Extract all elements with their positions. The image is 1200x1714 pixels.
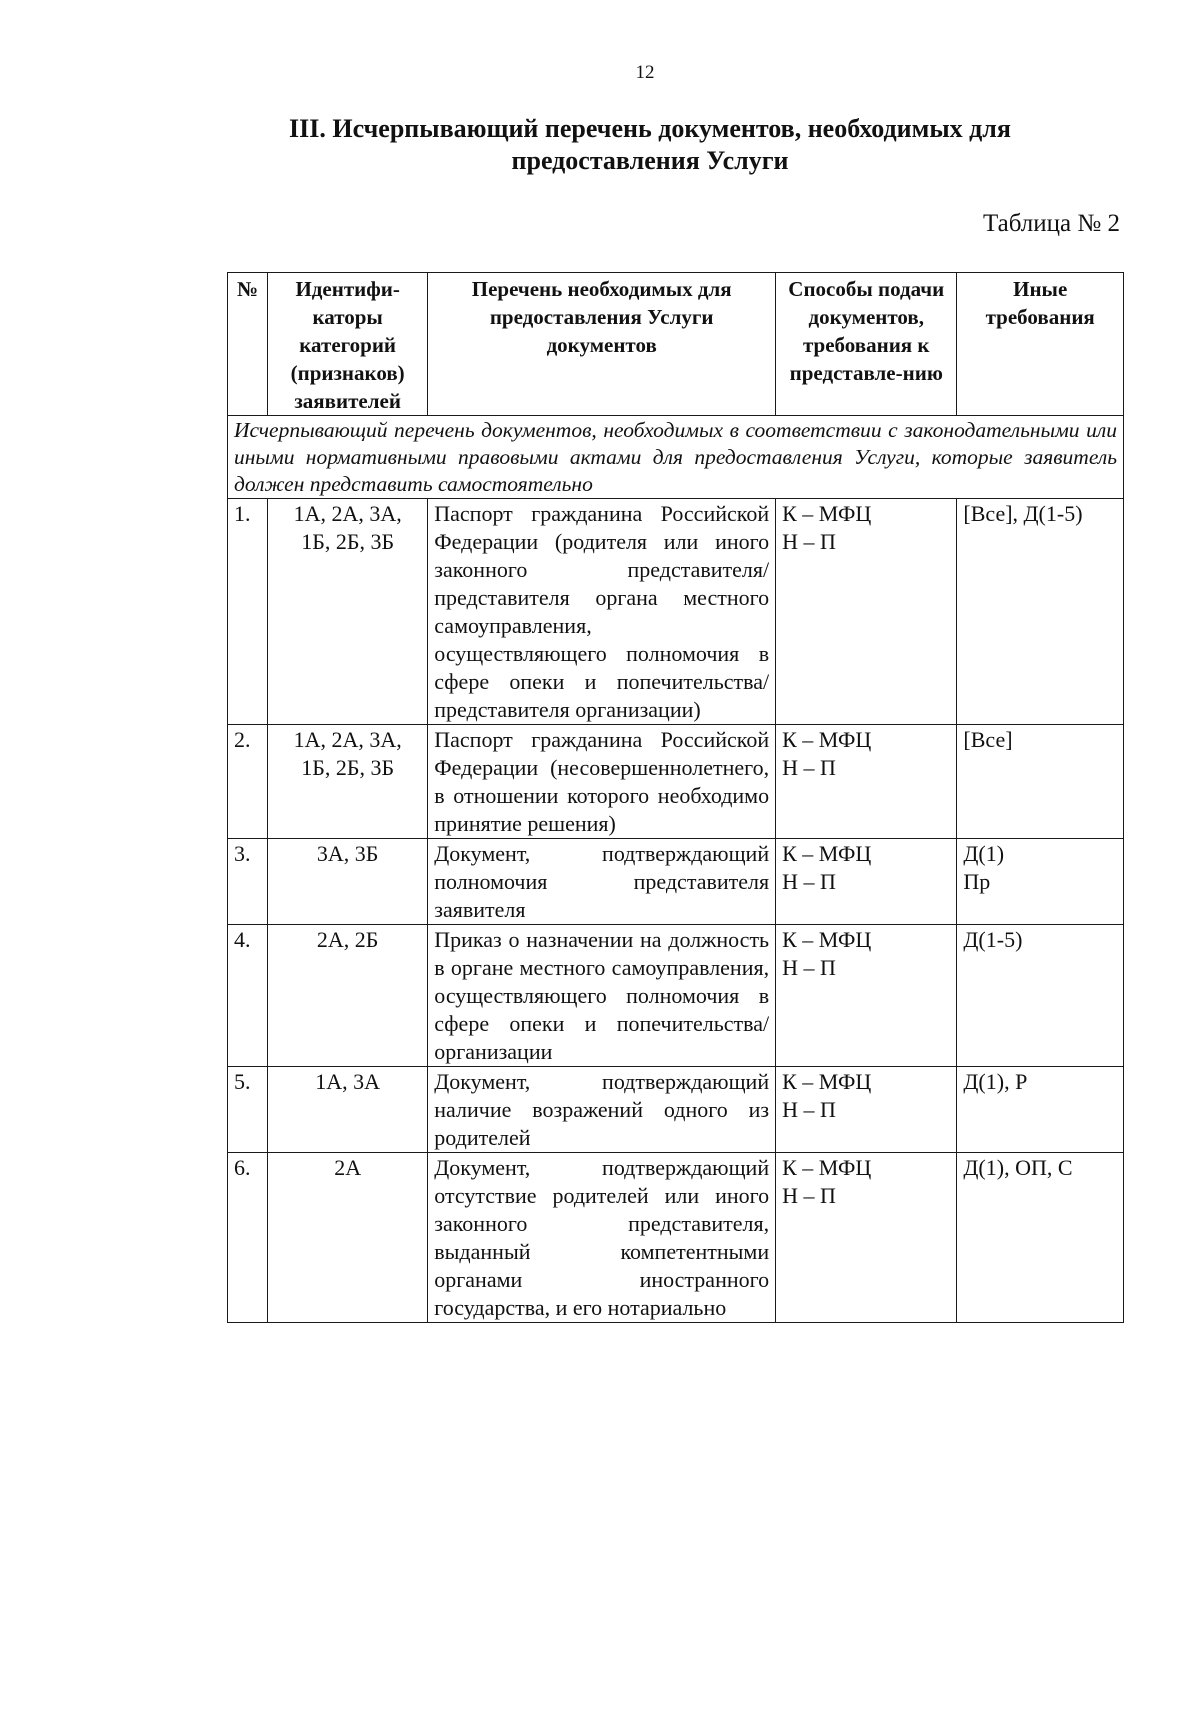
row-ways-line: К – МФЦ (782, 727, 872, 752)
row-identifiers (268, 925, 428, 1067)
row-other-line: Д(1), ОП, С (963, 1155, 1073, 1180)
row-ways-line: К – МФЦ (782, 501, 872, 526)
row-num: 2. (228, 725, 268, 839)
page-number: 12 (635, 62, 655, 83)
row-ways-line: Н – П (782, 869, 836, 894)
group-header: Исчерпывающий перечень документов, необходимых в соответствии с законодательными или иными нормативными правовыми актами для предоставления Услуги, которые заявитель должен представить самостоятельно (228, 416, 1124, 499)
row-document: Документ, подтверждающий полномочия представителя заявителя (428, 839, 776, 925)
row-document: Документ, подтверждающий наличие возражений одного из родителей (428, 1067, 776, 1153)
table-row (228, 499, 1124, 725)
header-documents: Перечень необходимых для предоставления Услуги документов (428, 273, 776, 416)
row-other-line: Д(1) (963, 841, 1005, 866)
row-document: Приказ о назначении на должность в органе местного самоуправления, осуществляющего полномочия в сфере опеки и попечительства/организации (428, 925, 776, 1067)
header-num: № (228, 273, 268, 416)
row-identifiers-line: 2А (334, 1155, 362, 1180)
row-num: 5. (228, 1067, 268, 1153)
row-other (957, 499, 1124, 725)
table-row (228, 839, 1124, 925)
row-other-line: Д(1), Р (963, 1069, 1028, 1094)
row-ways-line: К – МФЦ (782, 927, 872, 952)
row-ways (776, 499, 957, 725)
row-ways-line: Н – П (782, 955, 836, 980)
section-title-line-2: предоставления Услуги (511, 146, 789, 175)
row-identifiers-line: 1А, 2А, 3А, (293, 727, 402, 752)
section-title-line-1: III. Исчерпывающий перечень документов, необходимых для (289, 114, 1011, 143)
row-other (957, 725, 1124, 839)
table-row (228, 725, 1124, 839)
row-ways-line: К – МФЦ (782, 1155, 872, 1180)
row-identifiers-line: 3А, 3Б (316, 841, 379, 866)
header-other: Иные требования (957, 273, 1124, 416)
row-identifiers (268, 725, 428, 839)
row-other (957, 839, 1124, 925)
row-identifiers-line: 2А, 2Б (316, 927, 379, 952)
row-identifiers-line: 1А, 2А, 3А, (293, 501, 402, 526)
row-ways-line: Н – П (782, 529, 836, 554)
row-other (957, 1153, 1124, 1323)
row-document: Паспорт гражданина Российской Федерации (родителя или иного законного представителя/представителя органа местного самоуправления, осуществляющего полномочия в сфере опеки и попечительства/представителя организации) (428, 499, 776, 725)
row-ways-line: Н – П (782, 1097, 836, 1122)
row-other (957, 925, 1124, 1067)
row-other (957, 1067, 1124, 1153)
row-ways (776, 1153, 957, 1323)
row-identifiers-line: 1Б, 2Б, 3Б (301, 529, 395, 554)
row-identifiers (268, 1153, 428, 1323)
row-identifiers (268, 499, 428, 725)
row-num: 1. (228, 499, 268, 725)
row-ways-line: Н – П (782, 1183, 836, 1208)
row-ways (776, 1067, 957, 1153)
table-row (228, 925, 1124, 1067)
documents-table (227, 272, 1124, 1323)
row-document: Документ, подтверждающий отсутствие родителей или иного законного представителя, выданный компетентными органами иностранного государства, и его нотариально (428, 1153, 776, 1323)
row-ways-line: Н – П (782, 755, 836, 780)
row-other-line: Пр (963, 869, 991, 894)
row-other-line: [Все] (963, 727, 1013, 752)
row-other-line: Д(1-5) (963, 927, 1023, 952)
row-other-line: [Все], Д(1-5) (963, 501, 1083, 526)
row-ways (776, 725, 957, 839)
section-title (230, 113, 1070, 177)
row-document: Паспорт гражданина Российской Федерации (несовершеннолетнего, в отношении которого необходимо принятие решения) (428, 725, 776, 839)
table-header-row (228, 273, 1124, 416)
table-row (228, 1067, 1124, 1153)
header-identifiers: Идентифи-каторы категорий (признаков) заявителей (268, 273, 428, 416)
group-header-row (228, 416, 1124, 499)
row-identifiers-line: 1А, 3А (315, 1069, 381, 1094)
row-num: 6. (228, 1153, 268, 1323)
row-ways-line: К – МФЦ (782, 841, 872, 866)
row-identifiers-line: 1Б, 2Б, 3Б (301, 755, 395, 780)
row-ways-line: К – МФЦ (782, 1069, 872, 1094)
row-num: 3. (228, 839, 268, 925)
row-ways (776, 925, 957, 1067)
table-caption: Таблица № 2 (982, 210, 1120, 237)
row-identifiers (268, 1067, 428, 1153)
table-row (228, 1153, 1124, 1323)
row-identifiers (268, 839, 428, 925)
row-num: 4. (228, 925, 268, 1067)
row-ways (776, 839, 957, 925)
header-ways: Способы подачи документов, требования к представле-нию (776, 273, 957, 416)
